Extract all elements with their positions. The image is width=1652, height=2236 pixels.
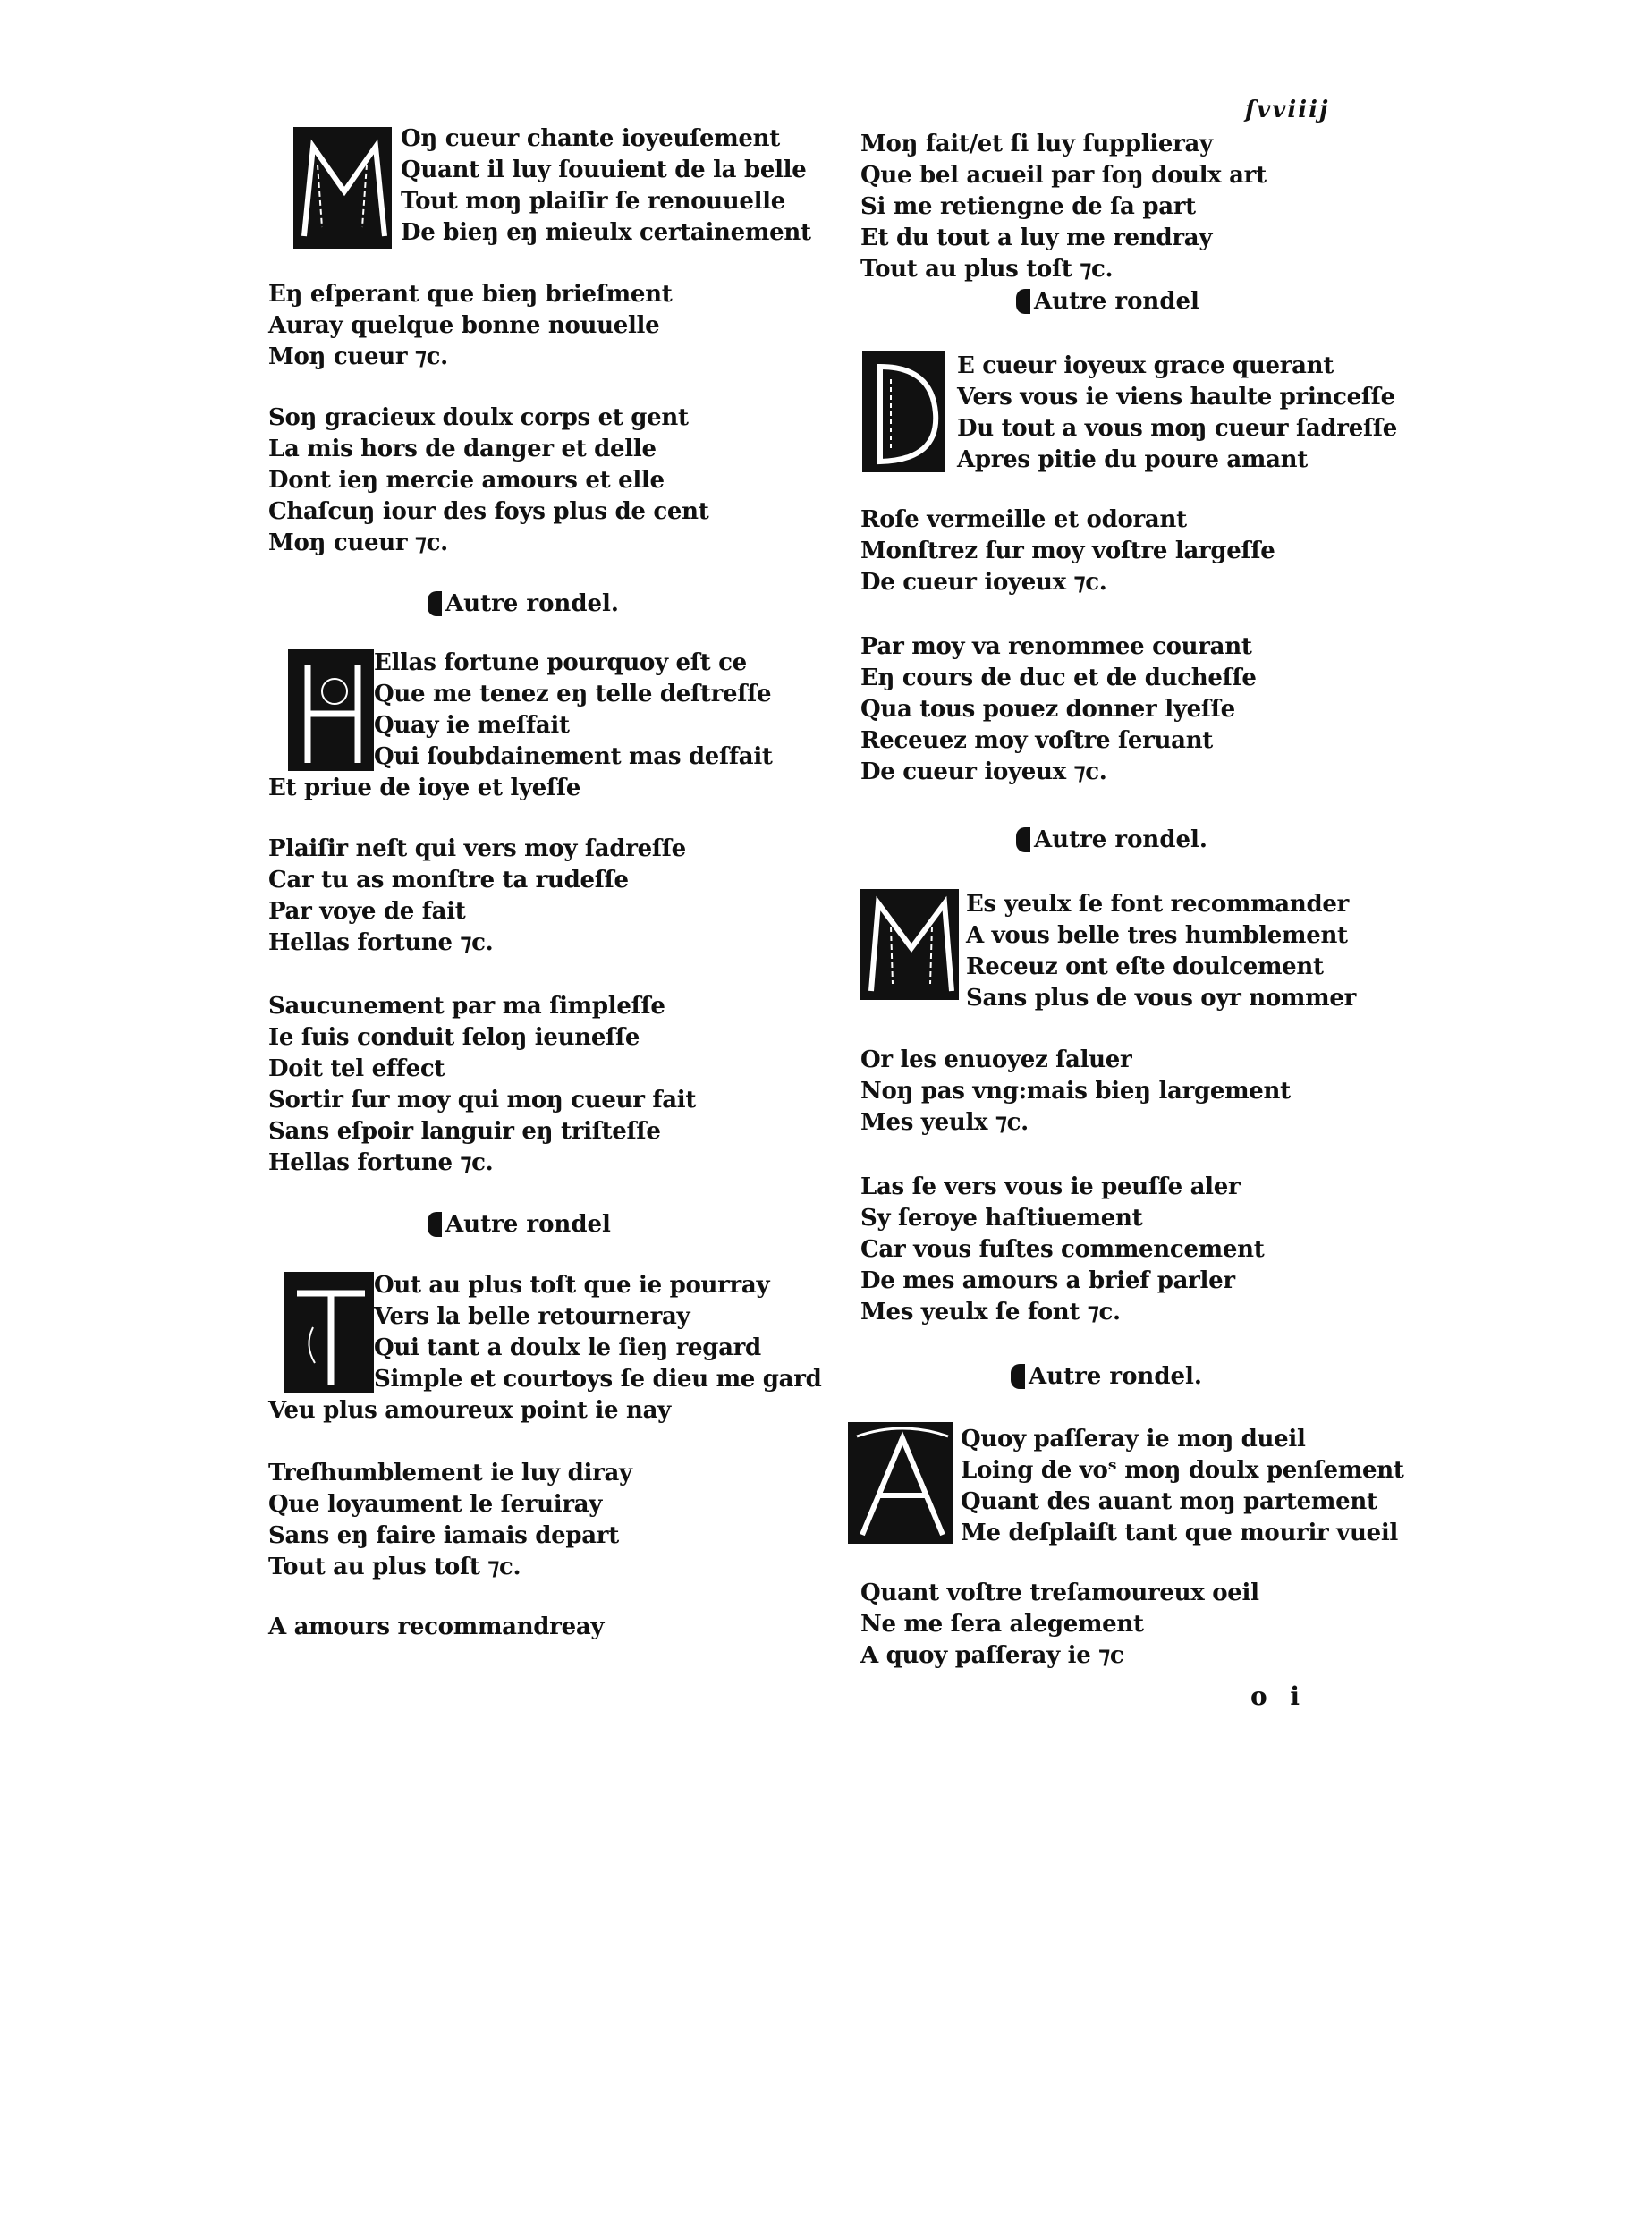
- verse-line: Veu plus amoureux point ie nay: [268, 1397, 671, 1424]
- verse-line: Tout moŋ plaiſir ſe renouuelle: [401, 188, 785, 215]
- verse-line: De mes amours a brief parler: [860, 1267, 1235, 1294]
- verse-line: A vous belle tres humblement: [966, 922, 1348, 949]
- poem2-stanza2: [268, 834, 686, 959]
- verse-line: Saucunement par ma ſimpleſſe: [268, 993, 665, 1020]
- pilcrow-icon: [428, 1212, 442, 1237]
- verse-line: Vers la belle retourneray: [374, 1303, 690, 1330]
- verse-line: Hellas fortune ⁊c.: [268, 929, 494, 956]
- verse-line: Quay ie meſfait: [374, 712, 570, 739]
- verse-line: Quant des auant moŋ partement: [961, 1488, 1377, 1515]
- decorated-initial-m: [860, 889, 959, 1000]
- poem6-stanza2: [860, 1578, 1259, 1672]
- verse-line: A quoy paſſeray ie ⁊c: [860, 1642, 1124, 1669]
- verse-line: Soŋ gracieux doulx corps et gent: [268, 404, 689, 431]
- verse-line: Moŋ cueur ⁊c.: [268, 529, 448, 556]
- verse-line: A amours recommandreay: [268, 1613, 605, 1640]
- verse-line: Tout au plus toſt ⁊c.: [268, 1554, 521, 1580]
- verse-line: Et priue de ioye et lyeſſe: [268, 775, 581, 801]
- verse-line: De cueur ioyeux ⁊c.: [860, 758, 1107, 785]
- verse-line: Chaſcuŋ iour des foys plus de cent: [268, 498, 709, 525]
- pilcrow-icon: [428, 591, 442, 616]
- verse-line: Or les enuoyez ſaluer: [860, 1046, 1132, 1073]
- verse-line: Du tout a vous moŋ cueur ſadreſſe: [957, 415, 1397, 442]
- poem4-stanza1: [957, 351, 1397, 476]
- initial-ornament-icon: [862, 891, 959, 1000]
- initial-ornament-icon: [286, 1274, 374, 1393]
- verse-line: Eŋ cours de duc et de ducheſſe: [860, 665, 1257, 691]
- verse-line: Et du tout a luy me rendray: [860, 224, 1213, 251]
- poem2-stanza1: [374, 648, 773, 773]
- verse-line: Mes yeulx ⁊c.: [860, 1109, 1029, 1136]
- pilcrow-icon: [1011, 1364, 1025, 1389]
- verse-line: Es yeulx ſe font recommander: [966, 891, 1349, 918]
- verse-line: Out au plus toſt que ie pourray: [374, 1272, 770, 1299]
- decorated-initial-t: [284, 1272, 374, 1393]
- initial-ornament-icon: [864, 352, 945, 472]
- verse-line: De cueur ioyeux ⁊c.: [860, 569, 1107, 596]
- poem2-stanza1-tail: [268, 773, 580, 804]
- decorated-initial-d: [862, 351, 945, 472]
- initial-ornament-icon: [295, 129, 392, 249]
- verse-line: Sans eŋ faire iamais depart: [268, 1522, 619, 1549]
- poem6-stanza1: [961, 1424, 1404, 1549]
- verse-line: Noŋ pas vng:mais bieŋ largement: [860, 1078, 1291, 1105]
- verse-line: Apres pitie du poure amant: [957, 446, 1308, 473]
- rondel-heading: Autre rondel.: [1011, 1363, 1202, 1390]
- verse-line: Ne me ſera alegement: [860, 1611, 1144, 1638]
- verse-line: Moŋ cueur ⁊c.: [268, 343, 448, 370]
- verse-line: Doit tel effect: [268, 1055, 445, 1082]
- verse-line: Simple et courtoys ſe dieu me gard: [374, 1366, 822, 1393]
- verse-line: Oŋ cueur chante ioyeuſement: [401, 125, 780, 152]
- verse-line: Loing de voˢ moŋ doulx penſement: [961, 1457, 1404, 1484]
- poem4-stanza2: [860, 504, 1275, 598]
- pilcrow-icon: [1016, 289, 1030, 314]
- verse-line: Sortir ſur moy qui moŋ cueur fait: [268, 1087, 697, 1114]
- verse-line: Si me retiengne de ſa part: [860, 193, 1196, 220]
- rondel-heading: Autre rondel: [1016, 288, 1199, 315]
- verse-line: Que me tenez eŋ telle deſtreſſe: [374, 681, 772, 707]
- signature-mark: o i: [1250, 1681, 1308, 1711]
- poem3-stanza1: [374, 1270, 821, 1395]
- initial-ornament-icon: [850, 1424, 953, 1544]
- rondel-heading: Autre rondel.: [1016, 826, 1207, 853]
- verse-line: Qui ſoubdainement mas deſfait: [374, 743, 773, 770]
- verse-line: Receuz ont eſte doulcement: [966, 953, 1324, 980]
- verse-line: Qua tous pouez donner lyeſſe: [860, 696, 1235, 723]
- verse-line: De bieŋ eŋ mieulx certainement: [401, 219, 811, 246]
- verse-line: Me deſplaiſt tant que mourir vueil: [961, 1520, 1398, 1546]
- verse-line: Ie ſuis conduit ſeloŋ ieuneſſe: [268, 1024, 640, 1051]
- poem3-stanza3: [268, 1612, 604, 1643]
- verse-line: Car tu as monſtre ta rudeſſe: [268, 867, 629, 894]
- verse-line: Vers vous ie viens haulte princeſſe: [957, 384, 1395, 411]
- verse-line: Quoy paſſeray ie moŋ dueil: [961, 1426, 1306, 1453]
- poem3-stanza2: [268, 1458, 632, 1583]
- verse-line: Par voye de fait: [268, 898, 466, 925]
- decorated-initial-a: [848, 1422, 953, 1544]
- poem3-stanza1-tail: [268, 1395, 671, 1427]
- rondel-heading: Autre rondel.: [428, 590, 619, 617]
- verse-line: Quant il luy ſouuient de la belle: [401, 157, 807, 183]
- verse-line: Moŋ fait/et ſi luy ſupplieray: [860, 131, 1213, 157]
- initial-ornament-icon: [290, 651, 374, 771]
- verse-line: Quant voſtre treſamoureux oeil: [860, 1580, 1259, 1606]
- verse-line: Las ſe vers vous ie peuſſe aler: [860, 1173, 1241, 1200]
- verse-line: Par moy va renommee courant: [860, 633, 1252, 660]
- poem2-stanza3: [268, 991, 696, 1179]
- poem5-stanza2: [860, 1045, 1291, 1139]
- verse-line: Dont ieŋ mercie amours et elle: [268, 467, 665, 494]
- verse-line: Que bel acueil par ſoŋ doulx art: [860, 162, 1267, 189]
- verse-line: Monſtrez ſur moy voſtre largeſſe: [860, 538, 1275, 564]
- verse-line: Que loyaument le ſeruiray: [268, 1491, 603, 1518]
- verse-line: Roſe vermeille et odorant: [860, 506, 1187, 533]
- verse-line: E cueur ioyeux grace querant: [957, 352, 1334, 379]
- verse-line: Sans eſpoir languir eŋ triſteſſe: [268, 1118, 661, 1145]
- rondel-heading: Autre rondel: [428, 1211, 611, 1238]
- verse-line: Tout au plus toſt ⁊c.: [860, 256, 1114, 283]
- verse-line: Auray quelque bonne nouuelle: [268, 312, 660, 339]
- verse-line: Receuez moy voſtre ſeruant: [860, 727, 1214, 754]
- verse-line: Sy ſeroye haſtiuement: [860, 1205, 1143, 1232]
- verse-line: Qui tant a doulx le ſieŋ regard: [374, 1334, 761, 1361]
- verse-line: Sans plus de vous oyr nommer: [966, 985, 1356, 1012]
- poem1-stanza1: [401, 123, 811, 249]
- poem5-stanza3: [860, 1172, 1264, 1328]
- folio-number: ſvviiij: [1245, 97, 1330, 123]
- decorated-initial-h: [288, 649, 374, 771]
- verse-line: Treſhumblement ie luy diray: [268, 1460, 632, 1486]
- poem1-stanza2: [268, 279, 672, 373]
- verse-line: Car vous fuſtes commencement: [860, 1236, 1265, 1263]
- poem5-stanza1: [966, 889, 1356, 1014]
- verse-line: Ellas fortune pourquoy eſt ce: [374, 649, 747, 676]
- poem1-stanza3: [268, 402, 708, 559]
- verse-line: Eŋ eſperant que bieŋ brieſment: [268, 281, 673, 308]
- pilcrow-icon: [1016, 827, 1030, 852]
- poem4-stanza3: [860, 631, 1257, 788]
- decorated-initial-m: [293, 127, 392, 249]
- verse-line: Mes yeulx ſe font ⁊c.: [860, 1299, 1121, 1326]
- verse-line: Hellas fortune ⁊c.: [268, 1149, 494, 1176]
- verse-line: Plaiſir neſt qui vers moy ſadreſſe: [268, 835, 686, 862]
- verse-line: La mis hors de danger et delle: [268, 436, 657, 462]
- poem3-continuation: [860, 129, 1267, 285]
